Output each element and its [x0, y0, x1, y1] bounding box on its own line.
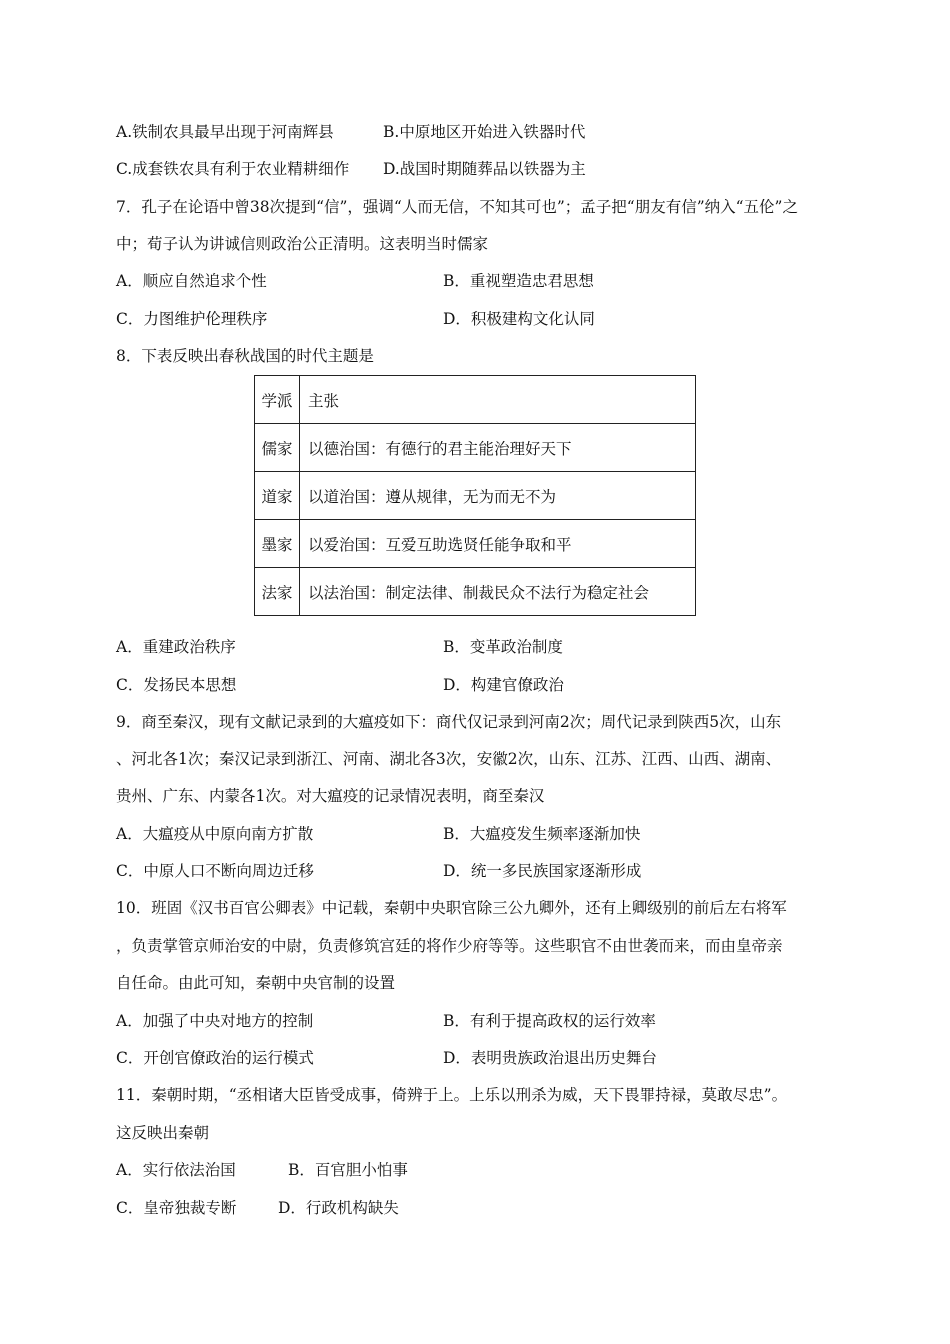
- q7-option-d: D．积极建构文化认同: [443, 310, 595, 328]
- q9-stem-line1: 9．商至秦汉，现有文献记录到的大瘟疫如下：商代仅记录到河南2次；周代记录到陕西5次，山东: [116, 713, 782, 731]
- header-school: 学派: [255, 376, 300, 424]
- q11-option-c: C．皇帝独裁专断: [116, 1199, 237, 1217]
- school-name: 儒家: [255, 424, 300, 472]
- q8-stem: 8．下表反映出春秋战国的时代主题是: [116, 347, 374, 365]
- q7-stem-line1: 7．孔子在论语中曾38次提到“信”，强调“人而无信，不知其可也”；孟子把“朋友有信”纳入“五伦”之: [116, 198, 798, 216]
- q8-option-c: C．发扬民本思想: [116, 676, 237, 694]
- q6-option-d: D.战国时期随葬品以铁器为主: [383, 160, 586, 178]
- q7-option-c: C．力图维护伦理秩序: [116, 310, 268, 328]
- table-row: [255, 568, 696, 616]
- q9-option-b: B．大瘟疫发生频率逐渐加快: [443, 825, 641, 843]
- q7-option-a: A．顺应自然追求个性: [116, 272, 267, 290]
- q10-stem-line2: ，负责掌管京师治安的中尉，负责修筑宫廷的将作少府等等。这些职官不由世袭而来，而由皇帝亲: [116, 937, 783, 955]
- q11-option-d: D．行政机构缺失: [278, 1199, 399, 1217]
- q9-option-a: A．大瘟疫从中原向南方扩散: [116, 825, 314, 843]
- table-header-row: [255, 376, 696, 424]
- school-claim: 以法治国：制定法律、制裁民众不法行为稳定社会: [300, 568, 696, 616]
- school-name: 法家: [255, 568, 300, 616]
- school-claim: 以爱治国：互爱互助选贤任能争取和平: [300, 520, 696, 568]
- header-claim: 主张: [300, 376, 696, 424]
- q9-stem-line2: 、河北各1次；秦汉记录到浙江、河南、湖北各3次，安徽2次，山东、江苏、江西、山西、湖南、: [116, 750, 782, 768]
- school-claim: 以德治国：有德行的君主能治理好天下: [300, 424, 696, 472]
- q10-stem-line1: 10．班固《汉书百官公卿表》中记载，秦朝中央职官除三公九卿外，还有上卿级别的前后左右将军: [116, 899, 787, 917]
- q11-stem-line2: 这反映出秦朝: [116, 1124, 210, 1142]
- table-row: [255, 472, 696, 520]
- schools-table: [254, 375, 696, 616]
- q11-option-b: B．百官胆小怕事: [288, 1161, 408, 1179]
- q9-stem-line3: 贵州、广东、内蒙各1次。对大瘟疫的记录情况表明，商至秦汉: [116, 787, 545, 805]
- school-name: 道家: [255, 472, 300, 520]
- q8-option-b: B．变革政治制度: [443, 638, 563, 656]
- q6-option-b: B.中原地区开始进入铁器时代: [383, 123, 586, 141]
- q11-stem-line1: 11．秦朝时期，“丞相诸大臣皆受成事，倚辨于上。上乐以刑杀为威，天下畏罪持禄，莫敢尽忠”。: [116, 1086, 788, 1104]
- q11-option-a: A．实行依法治国: [116, 1161, 236, 1179]
- table-row: [255, 520, 696, 568]
- q10-stem-line3: 自任命。由此可知，秦朝中央官制的设置: [116, 974, 396, 992]
- q7-stem-line2: 中；荀子认为讲诚信则政治公正清明。这表明当时儒家: [116, 235, 489, 253]
- q10-option-a: A．加强了中央对地方的控制: [116, 1012, 314, 1030]
- q10-option-b: B．有利于提高政权的运行效率: [443, 1012, 656, 1030]
- table-row: [255, 424, 696, 472]
- q9-option-c: C．中原人口不断向周边迁移: [116, 862, 314, 880]
- q8-option-a: A．重建政治秩序: [116, 638, 236, 656]
- q7-option-b: B．重视塑造忠君思想: [443, 272, 594, 290]
- q9-option-d: D．统一多民族国家逐渐形成: [443, 862, 642, 880]
- q6-option-c: C.成套铁农具有利于农业精耕细作: [116, 160, 350, 178]
- q10-option-d: D．表明贵族政治退出历史舞台: [443, 1049, 657, 1067]
- school-name: 墨家: [255, 520, 300, 568]
- q10-option-c: C．开创官僚政治的运行模式: [116, 1049, 314, 1067]
- school-claim: 以道治国：遵从规律，无为而无不为: [300, 472, 696, 520]
- q6-option-a: A.铁制农具最早出现于河南辉县: [116, 123, 334, 141]
- q8-option-d: D．构建官僚政治: [443, 676, 564, 694]
